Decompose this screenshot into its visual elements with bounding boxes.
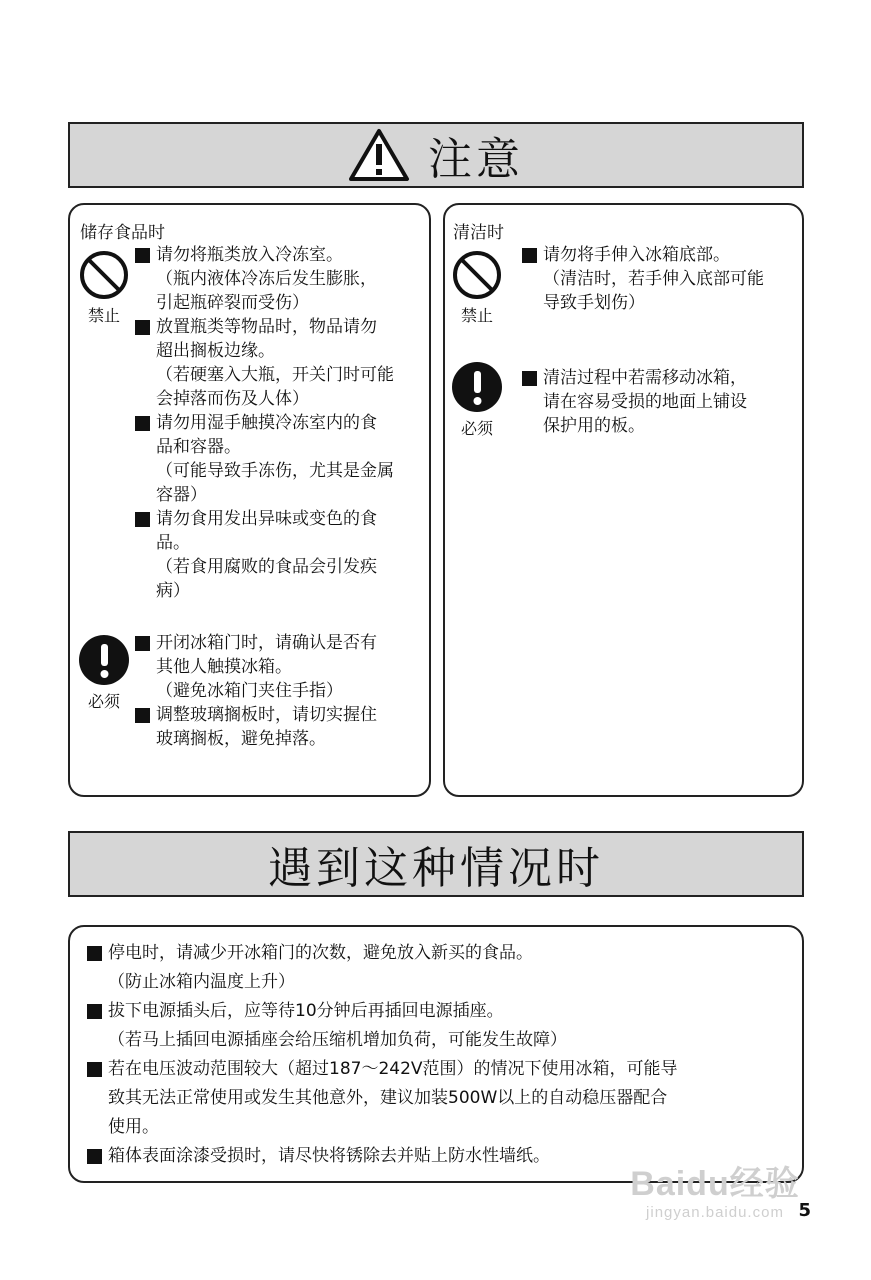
watermark — [600, 1150, 830, 1245]
bullet-item: 清洁过程中若需移动冰箱， — [521, 366, 801, 390]
bullet-item: 请勿将手伸入冰箱底部。 — [521, 243, 801, 267]
prohibit-icon — [78, 249, 130, 301]
note-line: 品。 — [156, 533, 190, 553]
bullet-item: 调整玻璃搁板时，请切实握住 — [134, 703, 430, 727]
storage-prohibit-symbol — [76, 249, 132, 326]
note-line: 品和容器。 — [156, 437, 241, 457]
cleaning-must-list — [521, 366, 801, 438]
note-line: （防止冰箱内温度上升） — [108, 972, 295, 992]
note-line: 玻璃搁板，避免掉落。 — [156, 729, 326, 749]
situation-header — [68, 831, 804, 897]
bullet-item: 箱体表面涂漆受损时，请尽快将锈除去并贴上防水性墙纸。 — [86, 1142, 796, 1171]
must-label: 必须 — [87, 692, 120, 711]
mandatory-icon — [450, 360, 504, 414]
note-line: （若马上插回电源插座会给压缩机增加负荷，可能发生故障） — [108, 1030, 567, 1050]
caution-title: 注意 — [428, 134, 524, 185]
watermark-logo-text: Baidu经验 — [630, 1165, 800, 1203]
note-line: 会掉落而伤及人体） — [156, 389, 309, 409]
bullet-item: 停电时，请减少开冰箱门的次数，避免放入新买的食品。 — [86, 939, 796, 968]
cleaning-must-symbol — [449, 360, 505, 439]
situation-list — [86, 939, 796, 1171]
storage-prohibit-list — [134, 243, 430, 603]
must-label: 必须 — [460, 419, 493, 438]
bullet-item: 放置瓶类等物品时，物品请勿 — [134, 315, 430, 339]
note-line: 引起瓶碎裂而受伤） — [156, 293, 309, 313]
bullet-item: 请勿食用发出异味或变色的食 — [134, 507, 430, 531]
prohibit-label: 禁止 — [87, 306, 120, 325]
note-line: 保护用的板。 — [543, 416, 645, 436]
watermark-url: jingyan.baidu.com — [646, 1204, 784, 1221]
storage-must-list — [134, 631, 430, 751]
mandatory-icon — [77, 633, 131, 687]
note-line: 容器） — [156, 485, 207, 505]
note-line: （瓶内液体冷冻后发生膨胀， — [156, 269, 377, 289]
bullet-item: 开闭冰箱门时，请确认是否有 — [134, 631, 430, 655]
bullet-item: 拔下电源插头后，应等待10分钟后再插回电源插座。 — [86, 997, 796, 1026]
bullet-item: 若在电压波动范围较大（超过187～242V范围）的情况下使用冰箱，可能导 — [86, 1055, 796, 1084]
note-line: （可能导致手冻伤，尤其是金属 — [156, 461, 394, 481]
caution-header — [68, 122, 804, 188]
storage-must-symbol — [76, 633, 132, 712]
cleaning-panel-title: 清洁时 — [453, 223, 504, 243]
note-line: （清洁时，若手伸入底部可能 — [543, 269, 764, 289]
note-line: 请在容易受损的地面上铺设 — [543, 392, 747, 412]
note-line: 使用。 — [108, 1117, 159, 1137]
note-line: 其他人触摸冰箱。 — [156, 657, 292, 677]
note-line: （若硬塞入大瓶，开关门时可能 — [156, 365, 394, 385]
situation-title: 遇到这种情况时 — [268, 843, 604, 894]
note-line: （避免冰箱门夹住手指） — [156, 681, 343, 701]
cleaning-prohibit-symbol — [449, 249, 505, 326]
cleaning-prohibit-list — [521, 243, 801, 315]
prohibit-label: 禁止 — [460, 306, 493, 325]
note-line: 致其无法正常使用或发生其他意外，建议加装500W以上的自动稳压器配合 — [108, 1088, 668, 1108]
note-line: （若食用腐败的食品会引发疾 — [156, 557, 377, 577]
note-line: 导致手划伤） — [543, 293, 645, 313]
warning-triangle-icon — [348, 128, 410, 182]
bullet-item: 请勿将瓶类放入冷冻室。 — [134, 243, 430, 267]
note-line: 病） — [156, 581, 190, 601]
note-line: 超出搁板边缘。 — [156, 341, 275, 361]
storage-panel-title: 储存食品时 — [80, 223, 165, 243]
prohibit-icon — [451, 249, 503, 301]
bullet-item: 请勿用湿手触摸冷冻室内的食 — [134, 411, 430, 435]
situation-panel — [68, 925, 804, 1183]
page-number: 5 — [798, 1200, 811, 1221]
storage-panel — [68, 203, 431, 797]
cleaning-panel — [443, 203, 804, 797]
